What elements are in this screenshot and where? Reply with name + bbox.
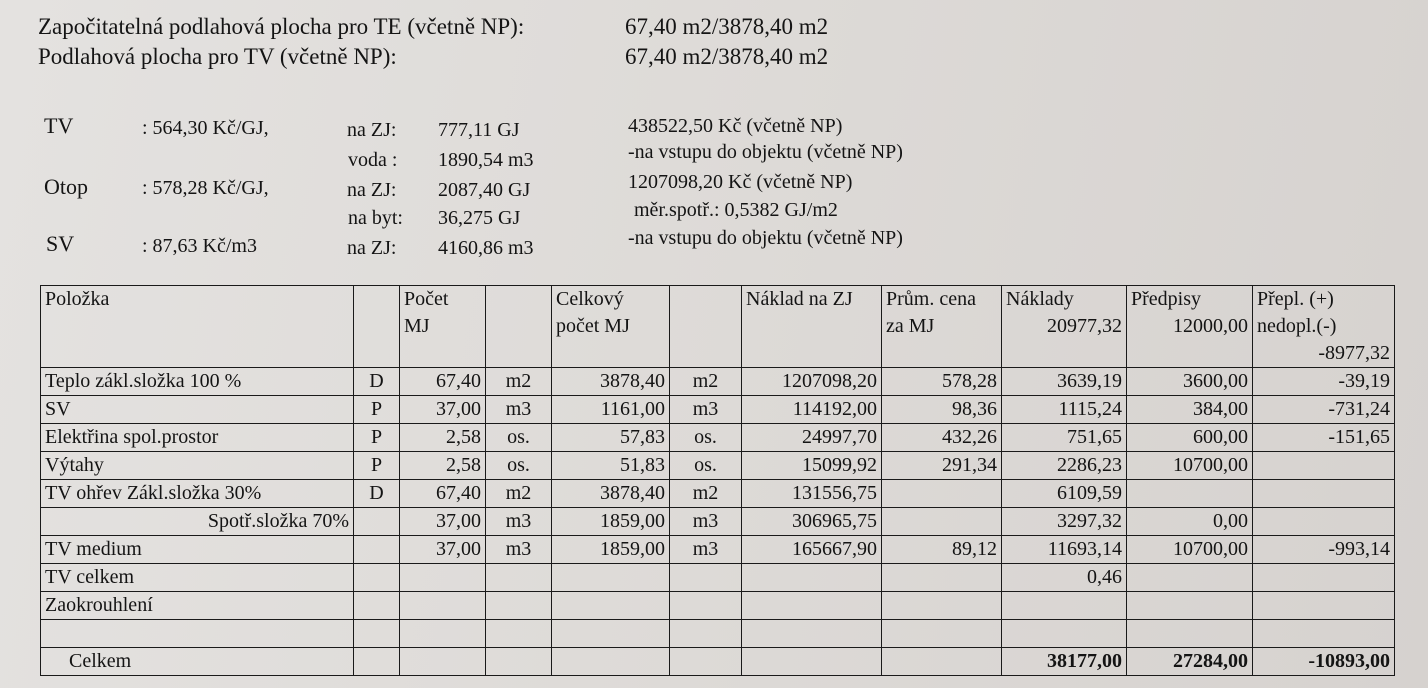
total-naklady: 38177,00 (1002, 648, 1127, 676)
cell-unit: m2 (486, 480, 552, 508)
cell-unit2: m2 (670, 368, 742, 396)
cell-naklady: 6109,59 (1002, 480, 1127, 508)
cell-predpisy (1127, 564, 1253, 592)
header-polozka: Položka (41, 286, 354, 368)
cell-total: 1859,00 (552, 508, 670, 536)
cell-cost (742, 564, 882, 592)
cell-diff (1253, 452, 1395, 480)
cell-predpisy: 10700,00 (1127, 452, 1253, 480)
cell-count: 2,58 (400, 452, 486, 480)
cell-unit (486, 564, 552, 592)
header-unit (486, 286, 552, 368)
cell-cost (742, 592, 882, 620)
cell-predpisy (1127, 592, 1253, 620)
cell-total: 3878,40 (552, 368, 670, 396)
cell-unit (486, 592, 552, 620)
voda-note: -na vstupu do objektu (včetně NP) (628, 141, 903, 163)
otop-price: : 578,28 Kč/GJ, (142, 177, 269, 199)
cell-count: 67,40 (400, 368, 486, 396)
cell-naklady: 3297,32 (1002, 508, 1127, 536)
cell-diff: -39,19 (1253, 368, 1395, 396)
cell-naklady: 11693,14 (1002, 536, 1127, 564)
floor-area-tv-label: Podlahová plocha pro TV (včetně NP): (38, 44, 397, 69)
byt-value: 36,275 GJ (438, 207, 521, 229)
byt-label: na byt: (348, 207, 403, 229)
header-prum-cena: Prům. cena za MJ (882, 286, 1002, 368)
cell-cost: 306965,75 (742, 508, 882, 536)
cell-cost: 114192,00 (742, 396, 882, 424)
cell-unit2: os. (670, 424, 742, 452)
cell-name: Elektřina spol.prostor (41, 424, 354, 452)
cell-count: 67,40 (400, 480, 486, 508)
table-row (41, 396, 1395, 424)
table-row (41, 536, 1395, 564)
cell-count (400, 592, 486, 620)
cell-code (354, 592, 400, 620)
table-row (41, 452, 1395, 480)
cell-cost: 1207098,20 (742, 368, 882, 396)
cell-price: 291,34 (882, 452, 1002, 480)
cell-total: 3878,40 (552, 480, 670, 508)
cell-naklady: 751,65 (1002, 424, 1127, 452)
header-celkovy: Celkový počet MJ (552, 286, 670, 368)
otop-zj-value: 2087,40 GJ (438, 179, 531, 201)
cell-diff (1253, 564, 1395, 592)
tv-price: : 564,30 Kč/GJ, (142, 117, 269, 139)
cell-total: 1161,00 (552, 396, 670, 424)
cell-count: 37,00 (400, 508, 486, 536)
cell-unit: m2 (486, 368, 552, 396)
cell-price (882, 564, 1002, 592)
cell-unit2: m3 (670, 508, 742, 536)
cell-name: SV (41, 396, 354, 424)
header-unit2 (670, 286, 742, 368)
cell-predpisy (1127, 480, 1253, 508)
cell-cost: 24997,70 (742, 424, 882, 452)
tv-amount: 438522,50 Kč (včetně NP) (628, 115, 843, 137)
cell-count: 2,58 (400, 424, 486, 452)
cell-name: Výtahy (41, 452, 354, 480)
cell-unit2: m3 (670, 536, 742, 564)
header-pocet-mj: Počet MJ (400, 286, 486, 368)
tv-zj-value: 777,11 GJ (438, 119, 520, 141)
total-row (41, 648, 1395, 676)
cell-naklady: 1115,24 (1002, 396, 1127, 424)
tv-label: TV (44, 113, 74, 138)
blank-row (41, 620, 1395, 648)
voda-label: voda : (348, 149, 398, 171)
cell-diff: -993,14 (1253, 536, 1395, 564)
cell-naklady: 3639,19 (1002, 368, 1127, 396)
cell-unit2 (670, 564, 742, 592)
cell-diff: -151,65 (1253, 424, 1395, 452)
cell-count: 37,00 (400, 536, 486, 564)
cell-cost: 15099,92 (742, 452, 882, 480)
cell-unit: m3 (486, 508, 552, 536)
table-row (41, 564, 1395, 592)
cell-unit2: m3 (670, 396, 742, 424)
cell-name: Spotř.složka 70% (41, 508, 354, 536)
table-row (41, 368, 1395, 396)
cell-total (552, 592, 670, 620)
sv-note: -na vstupu do objektu (včetně NP) (628, 227, 903, 249)
table-row (41, 480, 1395, 508)
cell-unit: m3 (486, 536, 552, 564)
header-naklady: Náklady 20977,32 (1002, 286, 1127, 368)
cell-diff (1253, 480, 1395, 508)
cell-name: Teplo zákl.složka 100 % (41, 368, 354, 396)
cell-name: TV celkem (41, 564, 354, 592)
tv-zj-label: na ZJ: (347, 119, 397, 141)
cell-naklady (1002, 592, 1127, 620)
cell-diff (1253, 508, 1395, 536)
table-row (41, 508, 1395, 536)
floor-area-te-value: 67,40 m2/3878,40 m2 (625, 14, 829, 39)
cell-unit: m3 (486, 396, 552, 424)
total-diff: -10893,00 (1253, 648, 1395, 676)
cell-price (882, 592, 1002, 620)
header-predpisy: Předpisy 12000,00 (1127, 286, 1253, 368)
header-prepl: Přepl. (+) nedopl.(-) -8977,32 (1253, 286, 1395, 368)
cell-count: 37,00 (400, 396, 486, 424)
cell-unit2 (670, 592, 742, 620)
cell-price (882, 508, 1002, 536)
otop-label: Otop (44, 174, 88, 199)
cell-unit: os. (486, 424, 552, 452)
cell-code (354, 536, 400, 564)
cell-total (552, 564, 670, 592)
cell-predpisy: 600,00 (1127, 424, 1253, 452)
cell-code: D (354, 480, 400, 508)
total-predpisy: 27284,00 (1127, 648, 1253, 676)
header-code (354, 286, 400, 368)
cell-name: Zaokrouhlení (41, 592, 354, 620)
cell-unit2: os. (670, 452, 742, 480)
cell-price: 432,26 (882, 424, 1002, 452)
table-row (41, 592, 1395, 620)
cell-diff: -731,24 (1253, 396, 1395, 424)
floor-area-te-label: Započitatelná podlahová plocha pro TE (včetně NP): (38, 14, 525, 39)
sv-zj-label: na ZJ: (347, 237, 397, 259)
floor-area-tv-value: 67,40 m2/3878,40 m2 (625, 44, 829, 69)
cell-code: P (354, 396, 400, 424)
cell-naklady: 2286,23 (1002, 452, 1127, 480)
byt-note: měr.spotř.: 0,5382 GJ/m2 (634, 199, 838, 221)
cell-total: 57,83 (552, 424, 670, 452)
sv-label: SV (46, 231, 75, 256)
cell-total: 1859,00 (552, 536, 670, 564)
table-row (41, 424, 1395, 452)
cell-name: TV medium (41, 536, 354, 564)
header-row (41, 286, 1395, 368)
cell-code: P (354, 452, 400, 480)
header-naklad-zj: Náklad na ZJ (742, 286, 882, 368)
cell-predpisy: 384,00 (1127, 396, 1253, 424)
cell-price (882, 480, 1002, 508)
cost-table (40, 285, 1395, 676)
otop-amount: 1207098,20 Kč (včetně NP) (628, 171, 853, 193)
cell-predpisy: 0,00 (1127, 508, 1253, 536)
cell-code: D (354, 368, 400, 396)
cell-total: 51,83 (552, 452, 670, 480)
cell-code (354, 508, 400, 536)
cell-cost: 165667,90 (742, 536, 882, 564)
otop-zj-label: na ZJ: (347, 179, 397, 201)
cell-diff (1253, 592, 1395, 620)
total-label: Celkem (41, 648, 354, 676)
cell-naklady: 0,46 (1002, 564, 1127, 592)
cell-predpisy: 3600,00 (1127, 368, 1253, 396)
cell-price: 89,12 (882, 536, 1002, 564)
sv-price: : 87,63 Kč/m3 (142, 235, 257, 257)
cell-unit2: m2 (670, 480, 742, 508)
cell-price: 578,28 (882, 368, 1002, 396)
cell-name: TV ohřev Zákl.složka 30% (41, 480, 354, 508)
cell-unit: os. (486, 452, 552, 480)
cell-count (400, 564, 486, 592)
cell-code: P (354, 424, 400, 452)
cell-price: 98,36 (882, 396, 1002, 424)
cell-code (354, 564, 400, 592)
cell-predpisy: 10700,00 (1127, 536, 1253, 564)
sv-zj-value: 4160,86 m3 (438, 237, 534, 259)
cell-cost: 131556,75 (742, 480, 882, 508)
voda-value: 1890,54 m3 (438, 149, 534, 171)
